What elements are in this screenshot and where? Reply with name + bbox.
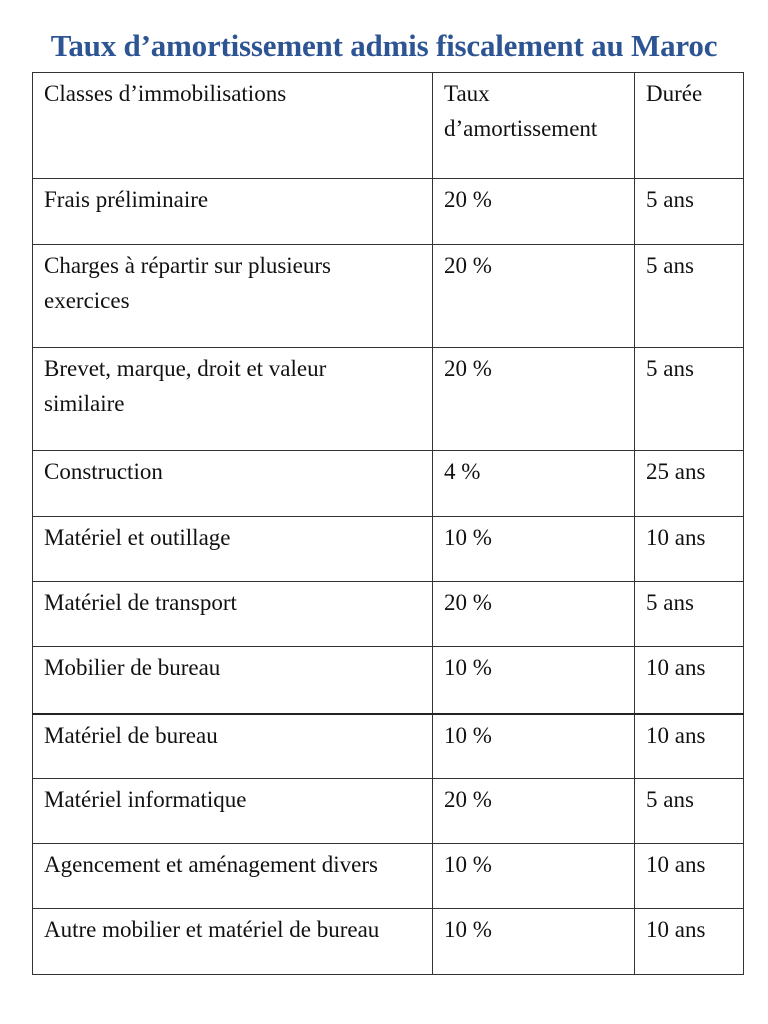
cell-classe: Agencement et aménagement divers — [33, 844, 433, 909]
table-row — [33, 909, 744, 975]
cell-classe-text: Brevet, marque, droit et valeur similaire — [44, 356, 327, 416]
table-row — [33, 779, 744, 844]
table-row — [33, 582, 744, 647]
table-header-row — [33, 73, 744, 179]
cell-taux: 10 % — [433, 714, 635, 779]
table-row — [33, 245, 744, 348]
cell-taux: 20 % — [433, 348, 635, 451]
cell-duree: 5 ans — [635, 179, 744, 245]
cell-taux: 4 % — [433, 451, 635, 517]
header-taux — [433, 73, 635, 179]
cell-taux: 20 % — [433, 582, 635, 647]
cell-taux: 20 % — [433, 179, 635, 245]
cell-classe: Construction — [33, 451, 433, 517]
table-row — [33, 517, 744, 582]
header-taux-label: Taux d’amortissement — [444, 81, 598, 141]
header-duree — [635, 73, 744, 179]
table-row — [33, 348, 744, 451]
cell-duree: 5 ans — [635, 582, 744, 647]
cell-taux: 10 % — [433, 909, 635, 975]
cell-duree: 10 ans — [635, 909, 744, 975]
cell-classe: Matériel informatique — [33, 779, 433, 844]
table-row — [33, 647, 744, 714]
header-classe — [33, 73, 433, 179]
cell-classe — [33, 245, 433, 348]
cell-taux: 10 % — [433, 517, 635, 582]
table-row — [33, 844, 744, 909]
cell-duree: 10 ans — [635, 844, 744, 909]
amortization-table — [32, 72, 744, 975]
cell-duree: 5 ans — [635, 348, 744, 451]
cell-classe: Matériel et outillage — [33, 517, 433, 582]
cell-duree: 5 ans — [635, 245, 744, 348]
cell-classe — [33, 348, 433, 451]
cell-classe: Matériel de transport — [33, 582, 433, 647]
page-title: Taux d’amortissement admis fiscalement au Maroc — [50, 28, 718, 63]
table-row — [33, 714, 744, 779]
cell-taux: 10 % — [433, 647, 635, 714]
cell-duree: 10 ans — [635, 517, 744, 582]
cell-classe-text: Charges à répartir sur plusieurs exercices — [44, 253, 331, 313]
header-classe-label: Classes d’immobilisations — [44, 81, 287, 106]
table-row — [33, 451, 744, 517]
cell-classe: Mobilier de bureau — [33, 647, 433, 714]
cell-duree: 5 ans — [635, 779, 744, 844]
cell-classe: Autre mobilier et matériel de bureau — [33, 909, 433, 975]
cell-taux: 10 % — [433, 844, 635, 909]
cell-duree: 25 ans — [635, 451, 744, 517]
cell-duree: 10 ans — [635, 714, 744, 779]
header-duree-label: Durée — [646, 81, 703, 106]
table-row — [33, 179, 744, 245]
cell-classe: Frais préliminaire — [33, 179, 433, 245]
cell-classe: Matériel de bureau — [33, 714, 433, 779]
cell-duree: 10 ans — [635, 647, 744, 714]
cell-taux: 20 % — [433, 245, 635, 348]
cell-taux: 20 % — [433, 779, 635, 844]
